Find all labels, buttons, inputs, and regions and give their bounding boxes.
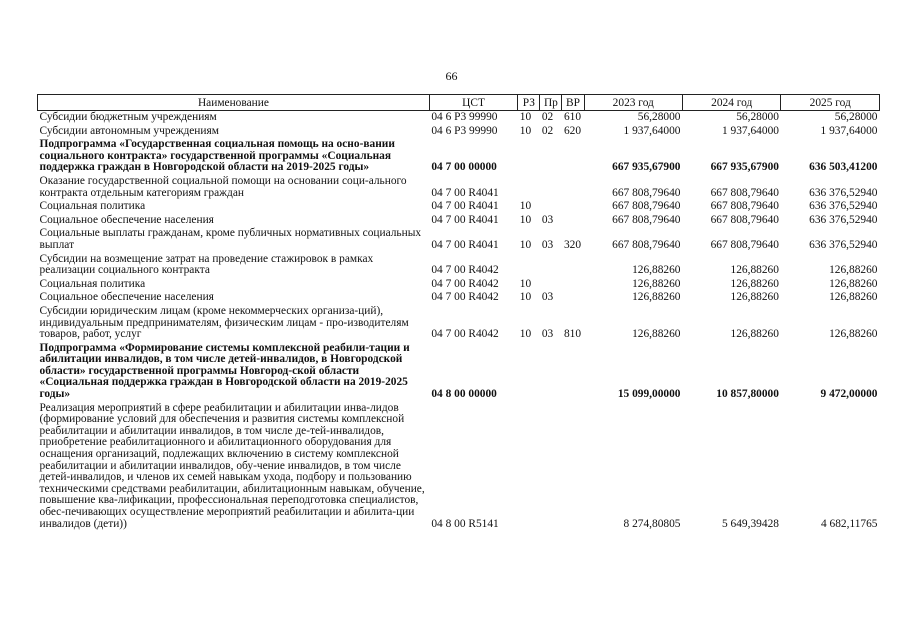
- row-pr: [540, 342, 562, 402]
- row-vr: [562, 342, 584, 402]
- row-pr: [540, 402, 562, 532]
- row-pr: [540, 278, 562, 292]
- row-2025: 636 503,41200: [809, 161, 878, 174]
- row-vr: [562, 200, 584, 214]
- table-row: [38, 214, 880, 228]
- row-name: Субсидии на возмещение затрат на проведение стажировок в рамках реализации социального контракта: [39, 252, 374, 277]
- row-pr: [540, 200, 562, 214]
- row-2025: 1 937,64000: [820, 124, 878, 137]
- table-row: [38, 278, 880, 292]
- row-2024: 1 937,64000: [722, 124, 779, 137]
- row-2025: 636 376,52940: [809, 213, 878, 226]
- header-2025: 2025 год: [781, 95, 880, 111]
- header-2024: 2024 год: [683, 95, 781, 111]
- row-2023: 667 808,79640: [612, 213, 681, 226]
- row-pr: [540, 253, 562, 278]
- row-rz: [518, 138, 540, 175]
- row-2023: 667 808,79640: [612, 200, 681, 213]
- table-row: [38, 227, 880, 252]
- row-rz: 10: [519, 213, 532, 226]
- row-vr: 620: [563, 124, 582, 137]
- row-2024: 667 808,79640: [710, 186, 779, 199]
- row-pr: 02: [541, 111, 554, 123]
- row-vr: [562, 175, 584, 200]
- row-pr: [540, 138, 562, 175]
- row-2023: 667 808,79640: [612, 186, 681, 199]
- row-cst: 04 6 Р3 99990: [431, 124, 498, 137]
- row-pr: 02: [541, 124, 554, 137]
- row-rz: 10: [519, 200, 532, 213]
- row-rz: 10: [519, 111, 532, 123]
- table-header-row: [38, 95, 880, 111]
- row-cst: 04 7 00 R4041: [431, 200, 499, 213]
- row-2023: 1 937,64000: [623, 124, 681, 137]
- row-pr: [540, 175, 562, 200]
- row-vr: [562, 291, 584, 305]
- row-vr: [562, 214, 584, 228]
- header-name: Наименование: [38, 95, 430, 111]
- row-vr: [562, 278, 584, 292]
- row-2023: 667 808,79640: [612, 238, 681, 251]
- header-2023: 2023 год: [584, 95, 682, 111]
- row-cst: 04 7 00 R4042: [431, 264, 499, 277]
- table-row: [38, 291, 880, 305]
- row-2025: 126,88260: [829, 291, 878, 304]
- row-name: Реализация мероприятий в сфере реабилитации и абилитации инва-лидов (формирование условий для обеспечения и развития системы комплексной реабилитации и абилитации инвалидов, в том числе де-тей-инвалидов, приобретение реабилитационного и абилитационного оборудования для оснащения организаций, подлежащих включению в систему комплексной реабилитации и абилитации инвалидов, обу-чение инвалидов, в том числе детей-инвалидов, и членов их семей навыкам ухода, подбору и пользованию техническими средствами реабилитации, абилитационным навыкам, обучение, повышение ква-лификации, профессиональная переподготовка специалистов, обес-печивающих осуществление мероприятий реабилитации и абилита-ции инвалидов (дети)): [39, 401, 425, 530]
- row-name: Социальная политика: [39, 200, 146, 213]
- row-name: Субсидии бюджетным учреждениям: [39, 111, 217, 123]
- row-2025: 126,88260: [829, 264, 878, 277]
- row-cst: 04 7 00 R4041: [431, 213, 499, 226]
- table-row: [38, 111, 880, 125]
- row-name: Социальное обеспечение населения: [39, 213, 214, 226]
- row-2024: 667 808,79640: [710, 213, 779, 226]
- row-cst: 04 7 00 R4041: [431, 238, 499, 251]
- row-rz: [518, 175, 540, 200]
- table-row: [38, 305, 880, 342]
- row-2025: 636 376,52940: [809, 200, 878, 213]
- table-row: [38, 125, 880, 139]
- row-vr: [562, 138, 584, 175]
- row-cst: 04 8 00 R5141: [431, 517, 499, 530]
- row-rz: [518, 342, 540, 402]
- row-2024: 56,28000: [736, 111, 779, 123]
- row-name: Подпрограмма «Формирование системы комплексной реабили-тации и абилитации инвалидов, в том числе детей-инвалидов, в Новгородской области» государственной программы Новгород-ской области «Социальная поддержка граждан в Новгородской области на 2019-2025 годы»: [39, 341, 410, 401]
- row-2025: 636 376,52940: [809, 238, 878, 251]
- row-cst: 04 6 Р3 99990: [431, 111, 498, 123]
- row-name: Социальная политика: [39, 277, 146, 290]
- table-row: [38, 200, 880, 214]
- row-2025: 126,88260: [829, 277, 878, 290]
- row-2023: 667 935,67900: [612, 161, 681, 174]
- row-vr: 810: [563, 328, 582, 341]
- row-2024: 126,88260: [730, 277, 779, 290]
- row-2023: 126,88260: [632, 277, 681, 290]
- row-rz: 10: [519, 277, 532, 290]
- row-2024: 126,88260: [730, 328, 779, 341]
- header-cst: ЦСТ: [429, 95, 517, 111]
- row-name: Социальное обеспечение населения: [39, 291, 214, 304]
- row-name: Оказание государственной социальной помощи на основании соци-ального контракта отдельным категориям граждан: [39, 174, 407, 199]
- header-vr: ВР: [562, 95, 584, 111]
- row-2024: 667 935,67900: [710, 161, 779, 174]
- row-2024: 667 808,79640: [710, 238, 779, 251]
- row-pr: 03: [541, 238, 554, 251]
- row-vr: 610: [563, 111, 582, 123]
- row-cst: 04 7 00 R4041: [431, 186, 499, 199]
- row-cst: 04 7 00 00000: [431, 161, 497, 174]
- row-vr: [562, 402, 584, 532]
- row-2023: 8 274,80805: [623, 517, 681, 530]
- table-row: [38, 402, 880, 532]
- row-2023: 126,88260: [632, 328, 681, 341]
- header-pr: Пр: [540, 95, 562, 111]
- row-2024: 5 649,39428: [722, 517, 779, 530]
- row-cst: 04 7 00 R4042: [431, 291, 499, 304]
- row-2023: 126,88260: [632, 264, 681, 277]
- row-cst: 04 7 00 R4042: [431, 328, 499, 341]
- page-number: 66: [445, 69, 458, 83]
- row-name: Подпрограмма «Государственная социальная помощь на осно-вании социального контракта» государственной программы «Социальная поддержка граждан в Новгородской области на 2019-2025 годы»: [39, 138, 395, 174]
- budget-table: [37, 94, 880, 531]
- row-rz: 10: [519, 291, 532, 304]
- row-name: Субсидии автономным учреждениям: [39, 124, 219, 137]
- row-2023: 126,88260: [632, 291, 681, 304]
- row-2024: 10 857,80000: [716, 388, 779, 401]
- table-row: [38, 253, 880, 278]
- row-cst: 04 8 00 00000: [431, 388, 497, 401]
- row-pr: 03: [541, 328, 554, 341]
- row-2025: 56,28000: [834, 111, 878, 123]
- table-row-subprogram: [38, 342, 880, 402]
- row-rz: 10: [519, 328, 532, 341]
- row-2024: 667 808,79640: [710, 200, 779, 213]
- row-pr: 03: [541, 213, 554, 226]
- row-rz: 10: [519, 238, 532, 251]
- table-row-subprogram: [38, 138, 880, 175]
- row-name: Субсидии юридическим лицам (кроме некоммерческих организа-ций), индивидуальным предпринимателям, физическим лицам - про-изводителям товаров, работ, услуг: [39, 304, 409, 341]
- row-rz: 10: [519, 124, 532, 137]
- row-vr: 320: [563, 238, 582, 251]
- row-2025: 636 376,52940: [809, 186, 878, 199]
- row-cst: 04 7 00 R4042: [431, 277, 499, 290]
- row-2023: 15 099,00000: [617, 388, 681, 401]
- row-vr: [562, 253, 584, 278]
- row-name: Социальные выплаты гражданам, кроме публичных нормативных социальных выплат: [39, 227, 422, 251]
- row-2024: 126,88260: [730, 264, 779, 277]
- row-2025: 9 472,00000: [820, 388, 878, 401]
- row-rz: [518, 253, 540, 278]
- row-2024: 126,88260: [730, 291, 779, 304]
- row-2025: 126,88260: [829, 328, 878, 341]
- row-pr: 03: [541, 291, 554, 304]
- row-2023: 56,28000: [637, 111, 681, 123]
- header-rz: РЗ: [518, 95, 540, 111]
- row-rz: [518, 402, 540, 532]
- row-2025: 4 682,11765: [820, 517, 878, 530]
- table-row: [38, 175, 880, 200]
